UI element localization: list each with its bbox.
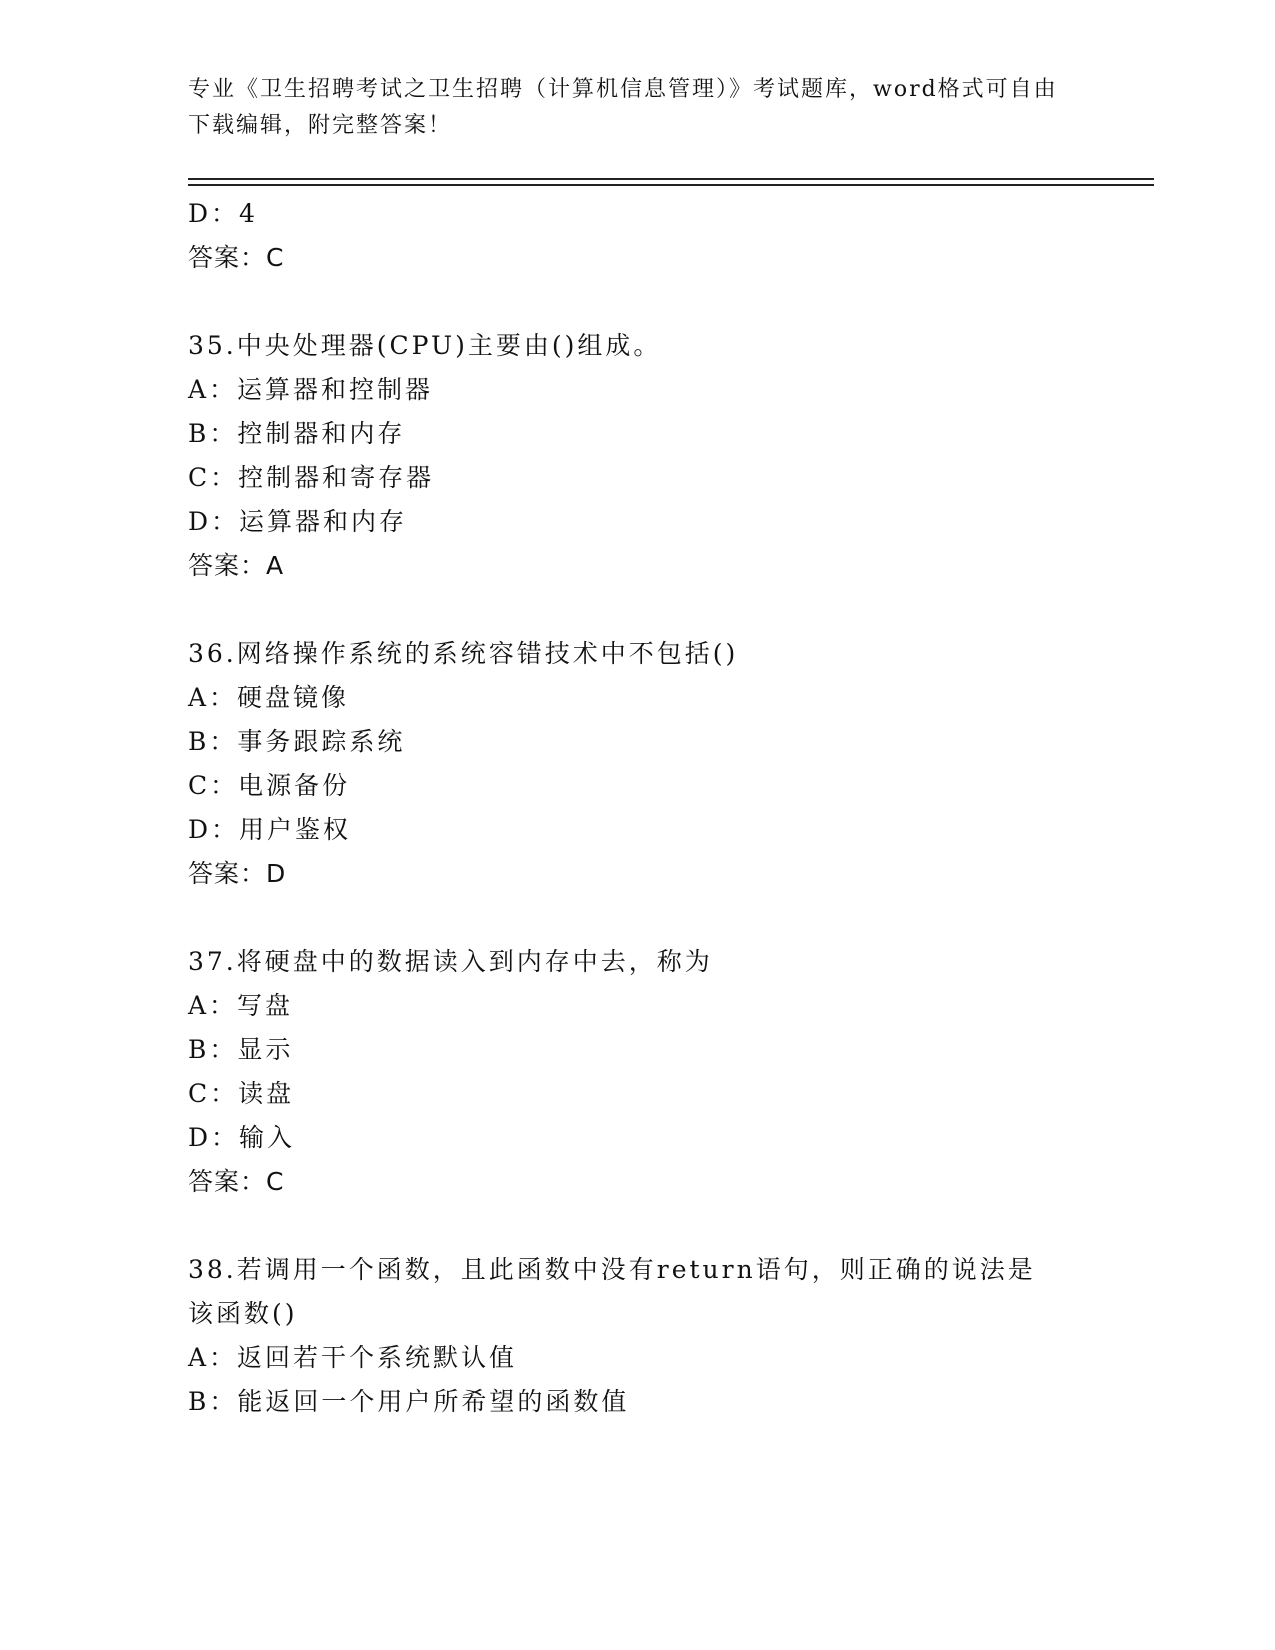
question-35: 35.中央处理器(CPU)主要由()组成。 (188, 331, 662, 360)
option-line: C：电源备份 (188, 771, 351, 800)
option-line: D：用户鉴权 (188, 815, 352, 844)
header-title: 专业《卫生招聘考试之卫生招聘（计算机信息管理）》考试题库，word格式可自由下载编辑，附完整答案！ (188, 77, 1058, 138)
option-line: A：硬盘镜像 (188, 683, 350, 712)
option-line: D：输入 (188, 1123, 296, 1152)
option-line: D：运算器和内存 (188, 507, 408, 536)
option-line: D：4 (188, 199, 258, 228)
answer-line: 答案：D (188, 859, 287, 888)
option-line: B：能返回一个用户所希望的函数值 (188, 1387, 630, 1416)
option-line: B：事务跟踪系统 (188, 727, 406, 756)
answer-line: 答案：C (188, 243, 285, 272)
option-line: C：控制器和寄存器 (188, 463, 435, 492)
document-header (188, 72, 1068, 144)
question-38: 38.若调用一个函数，且此函数中没有return语句，则正确的说法是 (188, 1255, 1036, 1284)
answer-line: 答案：A (188, 551, 285, 580)
option-line: B：控制器和内存 (188, 419, 406, 448)
question-37: 37.将硬盘中的数据读入到内存中去，称为 (188, 947, 713, 976)
header-divider-bottom (188, 184, 1154, 186)
option-line: C：读盘 (188, 1079, 295, 1108)
option-line: A：写盘 (188, 991, 294, 1020)
answer-line: 答案：C (188, 1167, 285, 1196)
option-line: A：运算器和控制器 (188, 375, 434, 404)
header-divider-top (188, 178, 1154, 180)
option-line: A：返回若干个系统默认值 (188, 1343, 518, 1372)
option-line: B：显示 (188, 1035, 294, 1064)
question-36: 36.网络操作系统的系统容错技术中不包括() (188, 639, 739, 668)
question-38-continuation: 该函数() (188, 1299, 298, 1328)
